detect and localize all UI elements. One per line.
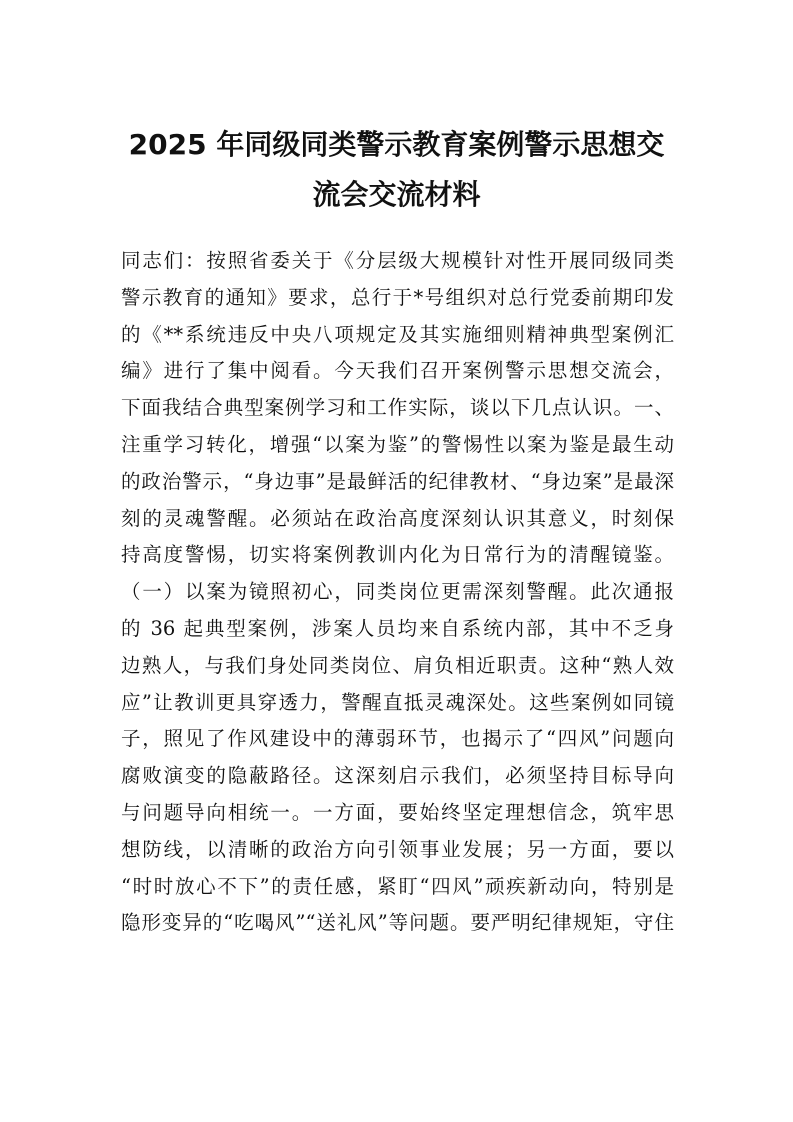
body-line: 的政治警示，“身边事”是最鲜活的纪律教材、“身边案”是最深 xyxy=(121,469,674,493)
title-line-1: 2025 年同级同类警示教育案例警示思想交 xyxy=(128,128,665,161)
body-line: 应”让教训更具穿透力，警醒直抵灵魂深处。这些案例如同镜 xyxy=(121,690,674,714)
body-line: 下面我结合典型案例学习和工作实际，谈以下几点认识。一、 xyxy=(121,396,674,420)
body-line: 与问题导向相统一。一方面，要始终坚定理想信念，筑牢思 xyxy=(121,800,674,824)
title-line-2: 流会交流材料 xyxy=(312,178,481,211)
body-line: 腐败演变的隐蔽路径。这深刻启示我们，必须坚持目标导向 xyxy=(121,764,674,788)
body-line: 边熟人，与我们身处同类岗位、肩负相近职责。这种“熟人效 xyxy=(121,653,674,677)
body-line: 的《**系统违反中央八项规定及其实施细则精神典型案例汇 xyxy=(121,322,674,346)
body-line: 警示教育的通知》要求，总行于*号组织对总行党委前期印发 xyxy=(121,285,674,309)
body-line: 同志们：按照省委关于《分层级大规模针对性开展同级同类 xyxy=(121,249,674,272)
body-line: 持高度警惕，切实将案例教训内化为日常行为的清醒镜鉴。 xyxy=(121,543,674,567)
body-line: 子，照见了作风建设中的薄弱环节，也揭示了“四风”问题向 xyxy=(121,727,674,751)
body-line: 编》进行了集中阅看。今天我们召开案例警示思想交流会， xyxy=(121,359,674,383)
body-line: 的 36 起典型案例，涉案人员均来自系统内部，其中不乏身 xyxy=(121,616,674,640)
document-title xyxy=(100,120,693,220)
body-line: 想防线，以清晰的政治方向引领事业发展；另一方面，要以 xyxy=(121,837,674,861)
body-line: 注重学习转化，增强“以案为鉴”的警惕性以案为鉴是最生动 xyxy=(121,432,674,456)
document-body xyxy=(121,243,674,942)
body-line: （一）以案为镜照初心，同类岗位更需深刻警醒。此次通报 xyxy=(121,580,674,604)
body-line: 隐形变异的“吃喝风”“送礼风”等问题。要严明纪律规矩，守住 xyxy=(121,911,674,935)
body-line: “时时放心不下”的责任感，紧盯“四风”顽疾新动向，特别是 xyxy=(121,874,674,898)
body-line: 刻的灵魂警醒。必须站在政治高度深刻认识其意义，时刻保 xyxy=(121,506,674,530)
